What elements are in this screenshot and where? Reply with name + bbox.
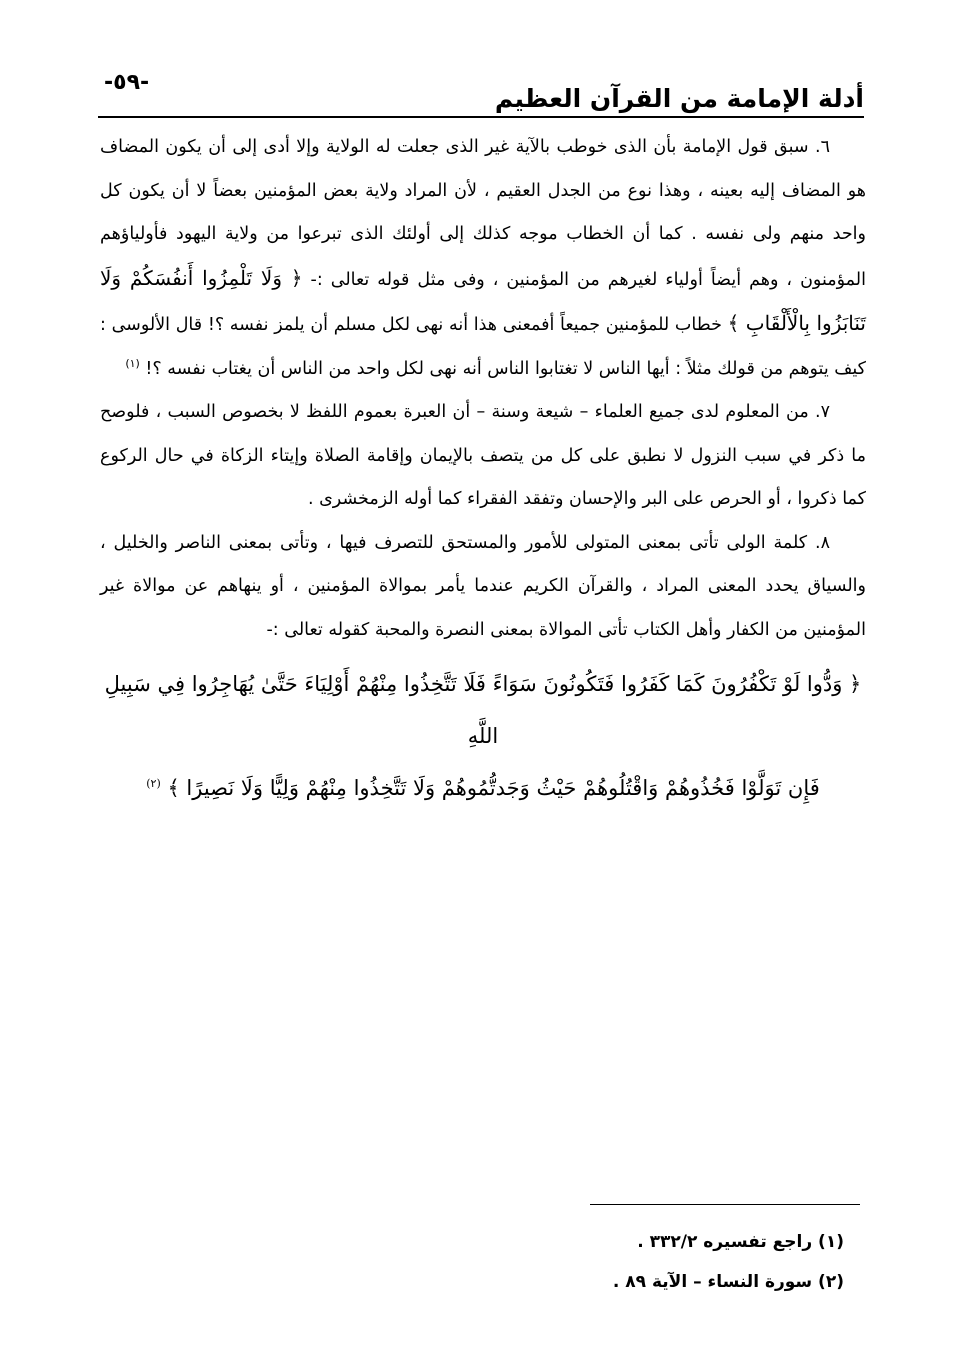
paragraph-text: من المعلوم لدى جميع العلماء – شيعة وسنة – أن العبرة بعموم اللفظ لا بخصوص السبب ، فلوصح ما ذكر في سبب النزول لا نطبق على كل من يتصف بالإيمان وإقامة الصلاة وإيتاء الزكاة في حال الركوع كما ذكروا ، أو الحرص على البر والإحسان وتفقد الفقراء كما أوله الزمخشرى . [100,402,866,509]
paragraph-7 [100,391,866,522]
paragraph-text: كلمة الولى تأتى بمعنى المتولى للأمور والمستحق للتصرف فيها ، وتأتى بمعنى الناصر والخليل ، والسياق يحدد المعنى المراد ، والقرآن الكريم عندما يأمر بموالاة المؤمنين ، أو ينهاهم عن موالاة غير المؤمنين من الكفار وأهل الكتاب تأتى الموالاة بمعنى النصرة والمحبة كقوله تعالى :- [100,532,866,640]
quran-verse-block [100,658,866,814]
running-title: أدلة الإمامة من القرآن العظيم [494,84,864,113]
page-number: -٥٩- [104,70,150,95]
footnote-ref: (٢) [146,777,161,790]
header-rule [98,116,864,118]
paragraph-number: ٦. [815,137,830,157]
paragraph-text: سبق قول الإمامة بأن الذى خوطب بالآية غير الذى جعلت له الولاية وإلا أدى إلى أن يكون المضاف هو المضاف إليه بعينه ، وهذا نوع من الجدل العقيم ، لأن المراد ولاية بعض المؤمنين بعضاً لا أن يكون كل واحد منهم ولى نفسه . كما أن الخطاب موجه كذلك إلى أولئك الذى تبرعوا من ولاية اليهود فأولياؤهم المؤمنون ، وهم أيضاً أولياء لغيرهم من المؤمنين ، وفى مثل قوله تعالى :- [100,137,866,290]
quran-line-text: فَإِن تَوَلَّوْا فَخُذُوهُمْ وَاقْتُلُوهُمْ حَيْثُ وَجَدتُّمُوهُمْ وَلَا تَتَّخِذُوا مِنْهُمْ وَلِيًّا وَلَا نَصِيرًا ﴾ [167,776,820,800]
paragraph-number: ٧. [815,402,830,422]
paragraph-6 [100,126,866,391]
footnotes [613,1222,844,1302]
footnote-rule [590,1204,860,1205]
paragraph-number: ٨. [815,532,830,553]
footnote-2: (٢) سورة النساء – الآية ٨٩ . [612,1272,844,1292]
paragraph-text: خطاب للمؤمنين جميعاً أفمعنى هذا أنه نهى لكل مسلم أن يلمز نفسه ؟! قال الألوسى : كيف يتوهم من قولك مثلاً : أيها الناس لا تغتابوا الناس أنه نهى لكل واحد من الناس أن يغتاب نفسه ؟! [100,315,866,379]
quran-verse-inline: ﴿ وَلَا تَلْمِزُوا أَنفُسَكُمْ وَلَا تَنَابَزُوا بِالْأَلْقَابِ ﴾ [100,265,866,335]
body-text [100,126,866,1208]
quran-line [100,762,866,814]
footnote-ref: (١) [125,356,140,370]
paragraph-8 [100,522,866,653]
footnote-1: (١) راجع تفسيره ٣٣٢/٢ . [637,1232,844,1252]
quran-line: ﴿ وَدُّوا لَوْ تَكْفُرُونَ كَمَا كَفَرُوا فَتَكُونُونَ سَوَاءً فَلَا تَتَّخِذُوا مِنْهُمْ أَوْلِيَاءَ حَتَّىٰ يُهَاجِرُوا فِي سَبِيلِ اللَّهِ [104,672,862,748]
